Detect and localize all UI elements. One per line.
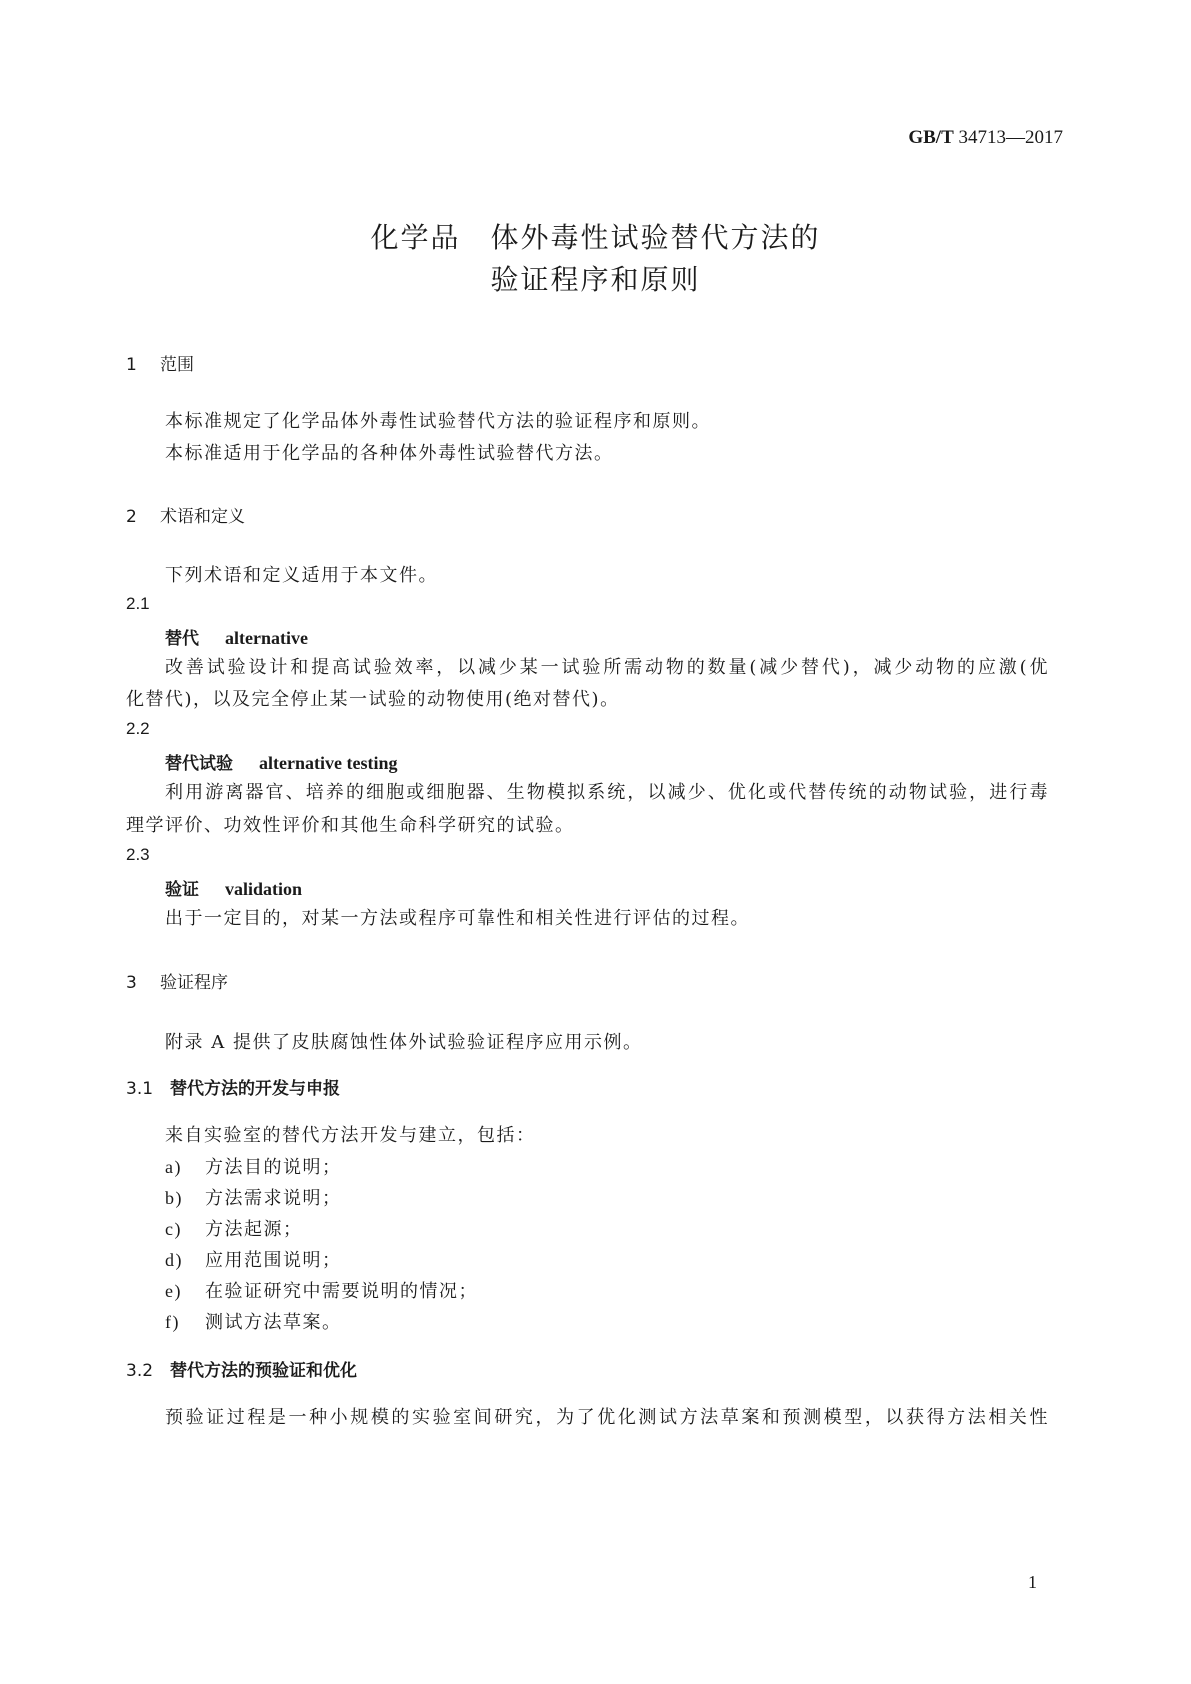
document-title-line1: 化学品 体外毒性试验替代方法的 <box>370 221 821 254</box>
list-item <box>165 1277 478 1303</box>
subsection-number: 3.1 <box>126 1079 154 1099</box>
standard-code <box>0 127 1063 149</box>
term-en: alternative testing <box>259 753 398 773</box>
section-title: 术语和定义 <box>160 507 245 527</box>
definition-line: 理学评价、功效性评价和其他生命科学研究的试验。 <box>126 815 575 836</box>
term-number: 2.2 <box>126 719 150 738</box>
list-item <box>165 1215 303 1241</box>
definition-line: 利用游离器官、培养的细胞或细胞器、生物模拟系统，以减少、优化或代替传统的动物试验，进行毒 <box>165 782 1049 803</box>
page-number: 1 <box>1028 1572 1037 1592</box>
list-item <box>165 1184 342 1210</box>
section-number: 2 <box>126 507 137 527</box>
paragraph: 本标准适用于化学品的各种体外毒性试验替代方法。 <box>165 443 614 464</box>
paragraph: 下列术语和定义适用于本文件。 <box>165 565 438 586</box>
definition-line: 化替代)，以及完全停止某一试验的动物使用(绝对替代)。 <box>126 689 620 710</box>
list-item <box>165 1153 342 1179</box>
list-text: 方法起源； <box>205 1219 303 1240</box>
list-label: a) <box>165 1157 182 1177</box>
section-number: 1 <box>126 355 137 375</box>
list-item <box>165 1308 342 1334</box>
term-heading <box>165 624 308 649</box>
term-heading <box>165 749 397 774</box>
standard-number: 34713—2017 <box>958 127 1063 148</box>
term-zh: 替代 <box>165 629 199 649</box>
list-label: f) <box>165 1312 180 1332</box>
list-label: d) <box>165 1250 183 1270</box>
section-2-heading <box>126 502 245 527</box>
list-label: b) <box>165 1188 183 1208</box>
list-text: 在验证研究中需要说明的情况； <box>205 1281 478 1302</box>
subsection-3-2-heading <box>126 1356 357 1381</box>
standard-prefix: GB/T <box>908 127 954 148</box>
list-text: 应用范围说明； <box>205 1250 342 1271</box>
definition-line: 出于一定目的，对某一方法或程序可靠性和相关性进行评估的过程。 <box>165 908 750 929</box>
definition-line: 改善试验设计和提高试验效率，以减少某一试验所需动物的数量(减少替代)，减少动物的应激(优 <box>165 657 1049 678</box>
section-title: 范围 <box>160 355 194 375</box>
section-3-heading <box>126 968 228 993</box>
subsection-number: 3.2 <box>126 1361 154 1381</box>
list-text: 方法需求说明； <box>205 1188 342 1209</box>
paragraph: 来自实验室的替代方法开发与建立，包括： <box>165 1125 536 1146</box>
subsection-title: 替代方法的开发与申报 <box>170 1079 340 1099</box>
section-number: 3 <box>126 973 137 993</box>
section-1-heading <box>126 350 194 375</box>
subsection-3-1-heading <box>126 1074 340 1099</box>
term-number: 2.1 <box>126 594 150 613</box>
paragraph: 本标准规定了化学品体外毒性试验替代方法的验证程序和原则。 <box>165 411 711 432</box>
list-label: e) <box>165 1281 182 1301</box>
term-zh: 替代试验 <box>165 754 233 774</box>
list-item <box>165 1246 342 1272</box>
term-en: validation <box>225 879 303 899</box>
list-text: 测试方法草案。 <box>205 1312 342 1333</box>
document-title-line2: 验证程序和原则 <box>490 263 701 296</box>
list-label: c) <box>165 1219 182 1239</box>
paragraph: 附录 A 提供了皮肤腐蚀性体外试验验证程序应用示例。 <box>165 1032 643 1053</box>
section-title: 验证程序 <box>160 973 228 993</box>
term-zh: 验证 <box>165 880 199 900</box>
subsection-title: 替代方法的预验证和优化 <box>170 1361 357 1381</box>
term-heading <box>165 875 302 900</box>
term-en: alternative <box>225 628 308 648</box>
paragraph: 预验证过程是一种小规模的实验室间研究，为了优化测试方法草案和预测模型，以获得方法相关性 <box>165 1407 1049 1428</box>
list-text: 方法目的说明； <box>205 1157 342 1178</box>
term-number: 2.3 <box>126 845 150 864</box>
